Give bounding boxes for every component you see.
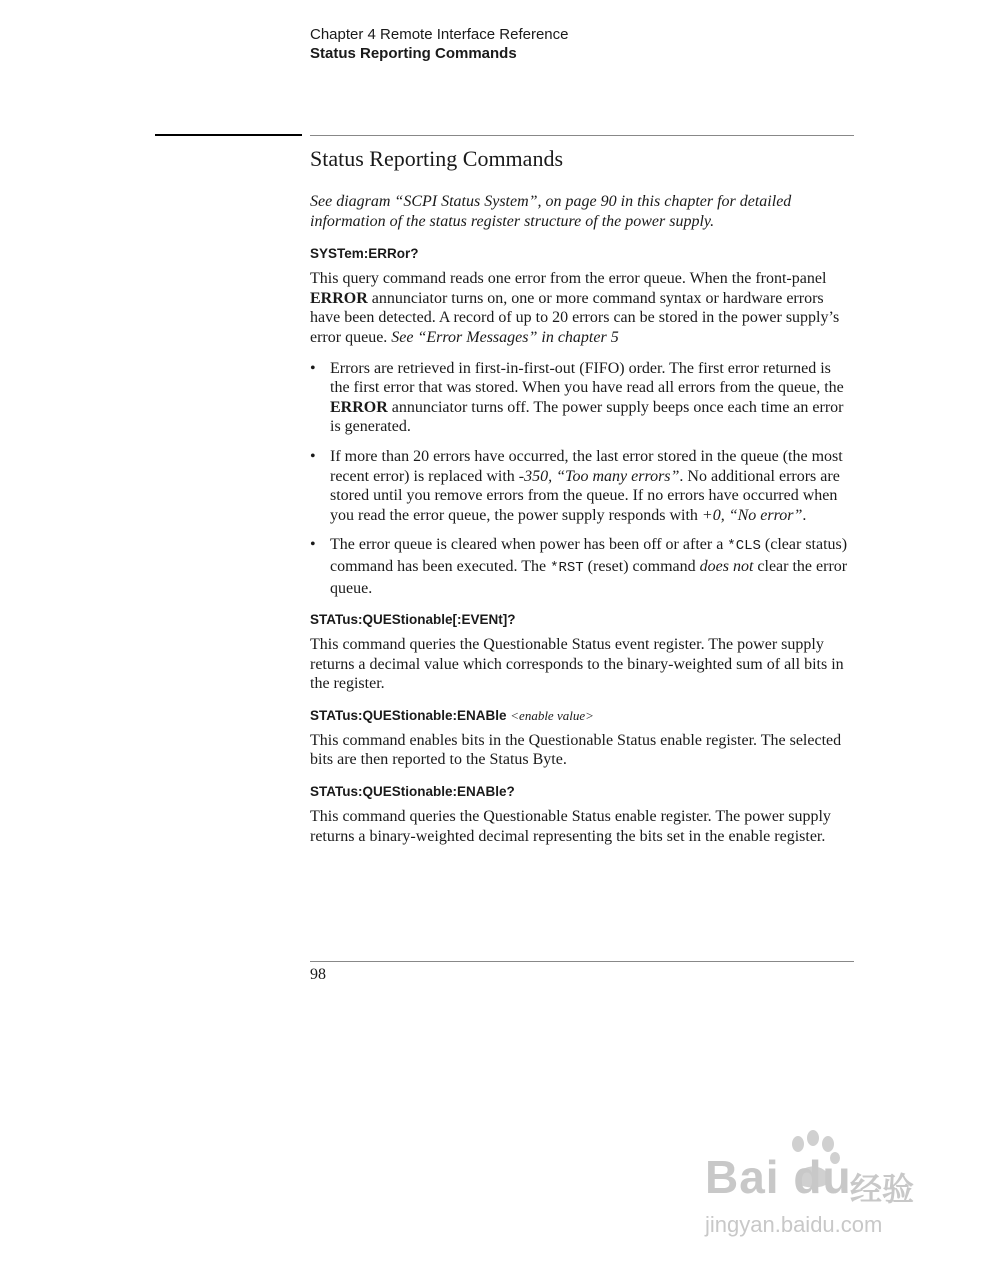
watermark-chinese: 经验 (850, 1170, 915, 1208)
desc-text: This query command reads one error from the error queue. When the front-panel (310, 270, 827, 288)
command-name: STATus:QUEStionable:ENABle (310, 707, 507, 723)
section-system-error (310, 245, 854, 598)
watermark-brand: Bai du (705, 1151, 852, 1203)
section-questionable-event (310, 611, 854, 694)
page-number: 98 (310, 966, 326, 983)
bullet-text: . No additional errors are stored until you remove errors from the queue. If no errors have occurred when you read the error queue, the power supply responds with (330, 467, 840, 524)
page-title: Status Reporting Commands (310, 146, 563, 171)
error-annunciator-label: ERROR (330, 398, 388, 416)
command-heading-questionable-enable (310, 707, 854, 725)
error-code-no-error: +0, “No error” (701, 506, 803, 524)
bullet-text: If more than 20 errors have occurred, the last error stored in the queue (the most recent error) is replaced with (330, 447, 843, 485)
section-questionable-enable (310, 707, 854, 770)
command-parameter: <enable value> (510, 707, 594, 723)
bullet-text: . (802, 506, 807, 524)
section-questionable-enable-query (310, 783, 854, 846)
header-rule-thick (155, 134, 302, 136)
bullet-text: The error queue is cleared when power has been off or after a (330, 536, 728, 554)
footer-rule (310, 961, 854, 962)
bullet-overflow (310, 447, 854, 525)
watermark-url: jingyan.baidu.com (705, 1212, 883, 1237)
header-rule-thin (310, 135, 854, 136)
command-heading-questionable-event: STATus:QUEStionable[:EVENt]? (310, 612, 516, 628)
cross-reference: See “Error Messages” in chapter 5 (391, 328, 619, 346)
running-header (310, 25, 568, 63)
baidu-watermark (700, 1130, 940, 1250)
system-error-description (310, 269, 854, 347)
questionable-enable-description: This command enables bits in the Questionable Status enable register. The selected bits are then reported to the Status Byte. (310, 731, 842, 769)
questionable-event-description: This command queries the Questionable Status event register. The power supply returns a decimal value which corresponds to the binary-weighted sum of all bits in the register. (310, 636, 844, 693)
command-heading-questionable-enable-query: STATus:QUEStionable:ENABle? (310, 784, 515, 800)
header-section: Status Reporting Commands (310, 45, 517, 62)
page-content (310, 144, 854, 859)
error-code-too-many: -350, “Too many errors” (518, 467, 680, 485)
bullet-clear-queue (310, 535, 854, 598)
header-chapter: Chapter 4 Remote Interface Reference (310, 26, 569, 43)
bullet-text: annunciator turns off. The power supply beeps once each time an error is generated. (330, 398, 844, 436)
bullet-fifo (310, 359, 854, 437)
system-error-bullets (310, 359, 854, 599)
bullet-text: (reset) command (583, 557, 700, 575)
command-rst: *RST (550, 559, 584, 576)
command-cls: *CLS (727, 538, 761, 555)
error-annunciator-label: ERROR (310, 289, 368, 307)
bullet-text: (clear status) command has been executed. The (330, 536, 848, 575)
command-heading-system-error: SYSTem:ERRor? (310, 246, 419, 262)
desc-text: annunciator turns on, one or more command syntax or hardware errors have been detected. A record of up to 20 errors can be stored in the power supply’s error queue. (310, 289, 840, 346)
questionable-enable-query-description: This command queries the Questionable Status enable register. The power supply returns a binary-weighted decimal representing the bits set in the enable register. (310, 808, 831, 845)
emphasis-does-not: does not (699, 557, 754, 575)
intro-paragraph: See diagram “SCPI Status System”, on page 90 in this chapter for detailed information of the status register structure of the power supply. (310, 193, 792, 230)
bullet-text: clear the error queue. (330, 557, 848, 597)
bullet-text: Errors are retrieved in first-in-first-out (FIFO) order. The first error returned is the first error that was stored. When you have read all errors from the queue, the (330, 359, 844, 397)
